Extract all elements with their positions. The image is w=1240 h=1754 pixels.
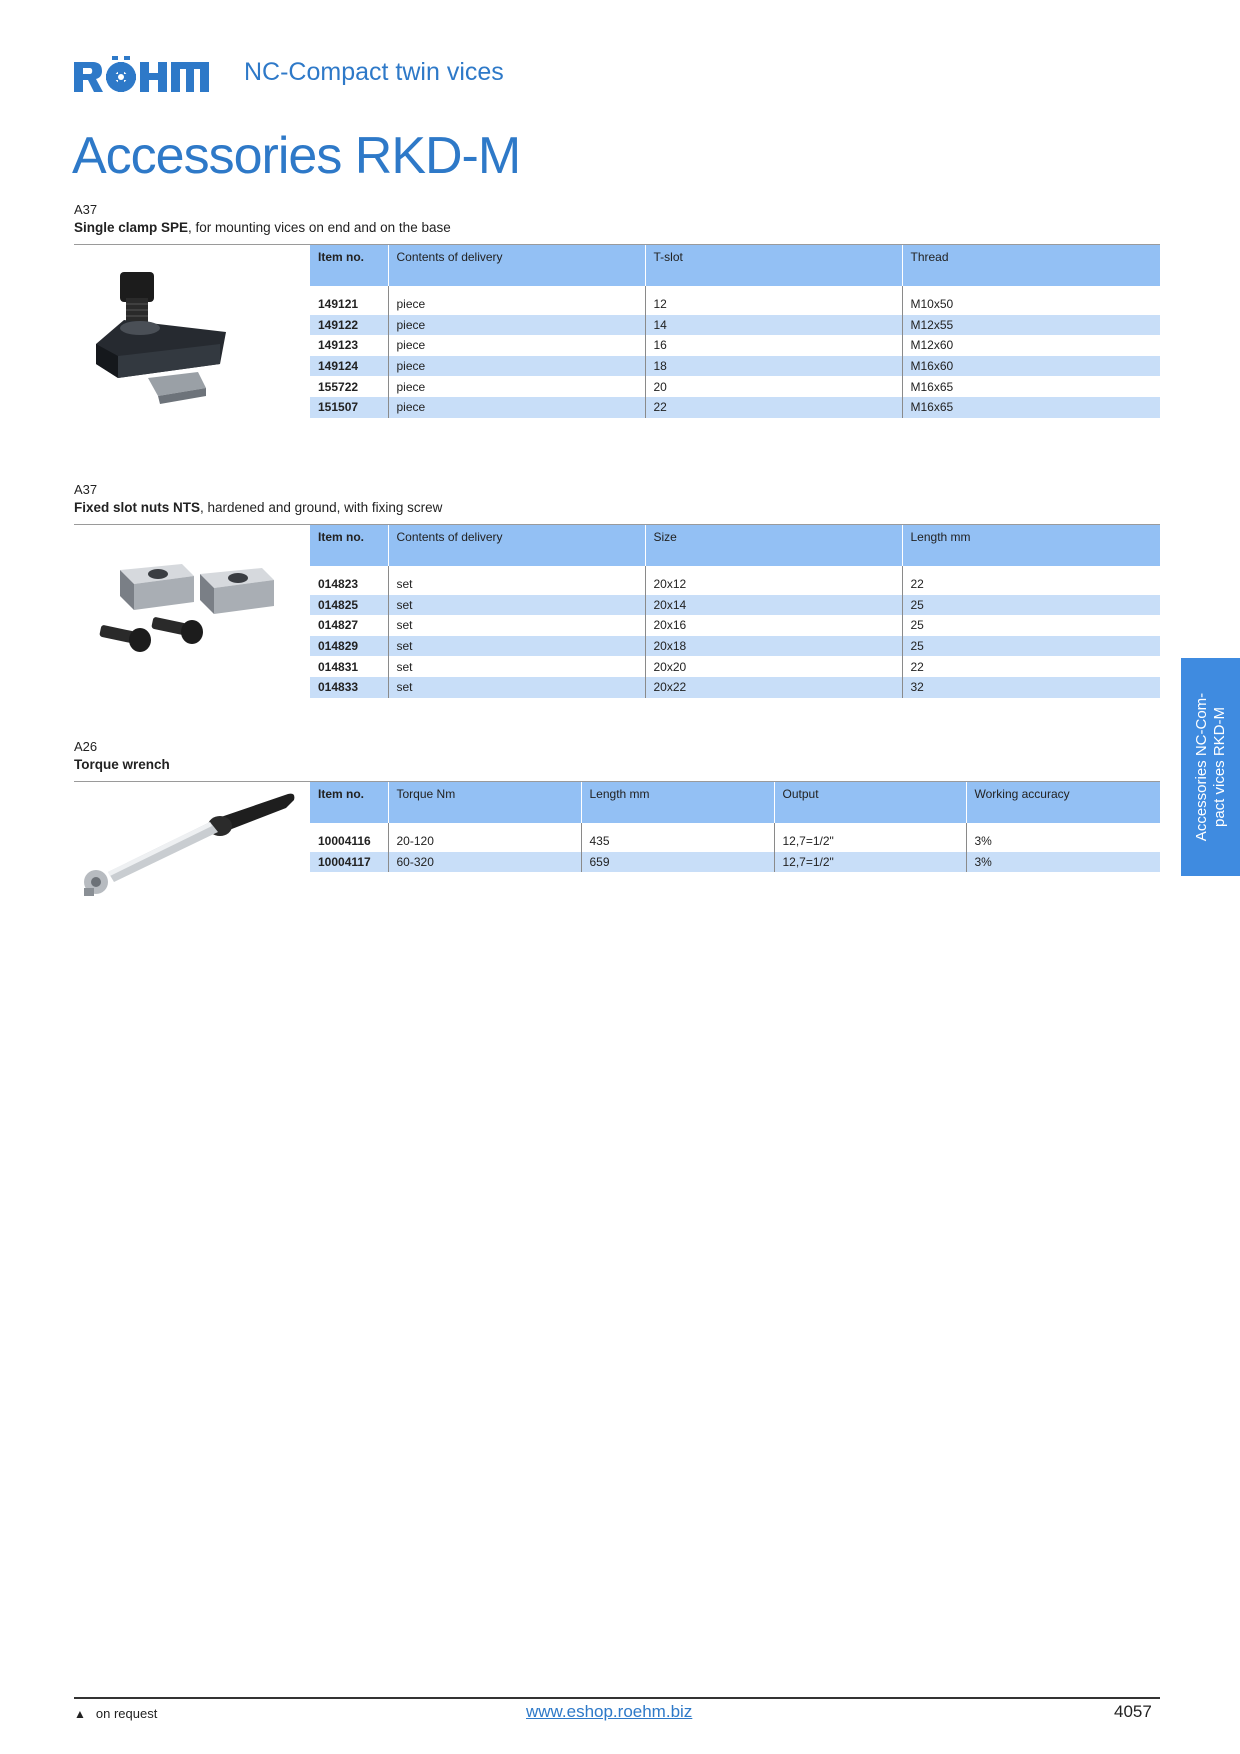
col-length: Length mm xyxy=(902,525,1160,566)
col-item-no: Item no. xyxy=(310,782,388,823)
torque-wrench-image xyxy=(78,788,298,898)
col-item-no: Item no. xyxy=(310,525,388,566)
footer-note xyxy=(74,1706,157,1721)
footer-note-text: on request xyxy=(95,1706,158,1721)
section-description xyxy=(74,220,451,235)
table-row: 149124 piece 18 M16x60 xyxy=(310,356,1160,377)
product-name: Fixed slot nuts NTS xyxy=(74,500,201,515)
triangle-icon: ▲ xyxy=(74,1707,86,1721)
table-row: 014823 set 20x12 22 xyxy=(310,574,1160,595)
item-number: 149122 xyxy=(310,315,388,336)
table-row: 014825 set 20x14 25 xyxy=(310,595,1160,616)
single-clamp-image xyxy=(78,268,298,438)
product-desc: , hardened and ground, with fixing screw xyxy=(200,500,443,515)
table-row: 149123 piece 16 M12x60 xyxy=(310,335,1160,356)
section-code: A26 xyxy=(74,739,98,754)
slot-nuts-image xyxy=(78,540,298,710)
section-code: A37 xyxy=(74,482,98,497)
page-title: Accessories RKD-M xyxy=(72,127,521,185)
col-tslot: T-slot xyxy=(645,245,902,286)
table-header-row xyxy=(310,782,1160,823)
col-torque: Torque Nm xyxy=(388,782,581,823)
page-number: 4057 xyxy=(1114,1702,1152,1721)
item-number: 149124 xyxy=(310,356,388,377)
side-tab-line-2: pact vices RKD-M xyxy=(1210,706,1228,828)
table-row: 014829 set 20x18 25 xyxy=(310,636,1160,657)
item-number: 014831 xyxy=(310,656,388,677)
item-number: 149121 xyxy=(310,294,388,315)
col-contents: Contents of delivery xyxy=(388,245,645,286)
eshop-link[interactable]: www.eshop.roehm.biz xyxy=(526,1702,693,1721)
item-number: 014823 xyxy=(310,574,388,595)
item-number: 10004117 xyxy=(310,852,388,873)
item-number: 149123 xyxy=(310,335,388,356)
section-code: A37 xyxy=(74,202,98,217)
table-header-row xyxy=(310,245,1160,286)
table-row: 149121 piece 12 M10x50 xyxy=(310,294,1160,315)
col-item-no: Item no. xyxy=(310,245,388,286)
table-row: 151507 piece 22 M16x65 xyxy=(310,397,1160,418)
product-name: Torque wrench xyxy=(74,757,170,772)
col-length: Length mm xyxy=(581,782,774,823)
catalog-subtitle: NC-Compact twin vices xyxy=(244,58,504,86)
section-description xyxy=(74,757,170,772)
col-thread: Thread xyxy=(902,245,1160,286)
table-header-row xyxy=(310,525,1160,566)
col-size: Size xyxy=(645,525,902,566)
item-number: 155722 xyxy=(310,376,388,397)
torque-wrench-table xyxy=(310,782,1160,872)
product-name: Single clamp SPE xyxy=(74,220,189,235)
footer-divider xyxy=(74,1697,1160,1699)
item-number: 014825 xyxy=(310,595,388,616)
section-description xyxy=(74,500,442,515)
table-row: 014833 set 20x22 32 xyxy=(310,677,1160,698)
slot-nuts-table xyxy=(310,525,1160,698)
col-contents: Contents of delivery xyxy=(388,525,645,566)
item-number: 014829 xyxy=(310,636,388,657)
side-tab-line-1: Accessories NC-Com- xyxy=(1192,692,1210,842)
table-row: 10004116 20-120 435 12,7=1/2" 3% xyxy=(310,831,1160,852)
table-row: 155722 piece 20 M16x65 xyxy=(310,376,1160,397)
single-clamp-table xyxy=(310,245,1160,418)
table-row: 014831 set 20x20 22 xyxy=(310,656,1160,677)
table-row: 10004117 60-320 659 12,7=1/2" 3% xyxy=(310,852,1160,873)
table-row: 014827 set 20x16 25 xyxy=(310,615,1160,636)
roehm-logo xyxy=(74,56,209,94)
item-number: 014827 xyxy=(310,615,388,636)
col-output: Output xyxy=(774,782,966,823)
chapter-side-tab[interactable] xyxy=(1181,658,1240,876)
col-accuracy: Working accuracy xyxy=(966,782,1160,823)
product-desc: , for mounting vices on end and on the base xyxy=(188,220,451,235)
item-number: 014833 xyxy=(310,677,388,698)
item-number: 10004116 xyxy=(310,831,388,852)
table-row: 149122 piece 14 M12x55 xyxy=(310,315,1160,336)
item-number: 151507 xyxy=(310,397,388,418)
